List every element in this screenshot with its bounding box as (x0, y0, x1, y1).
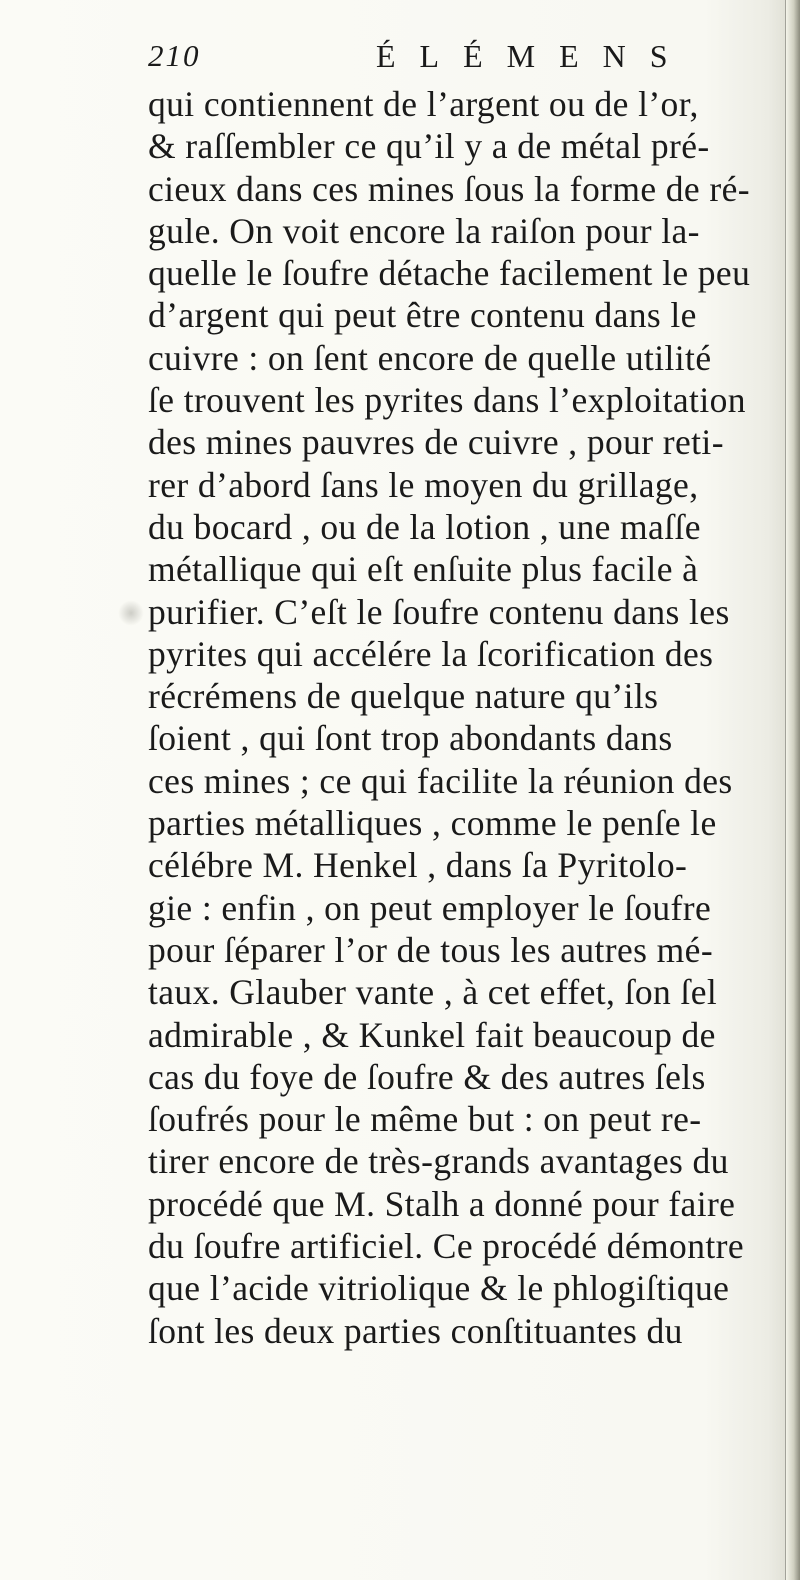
text-line: quelle le ſoufre détache facilement le peu (148, 253, 751, 294)
ink-smudge (118, 600, 144, 626)
running-title: ÉLÉMENS (376, 38, 692, 74)
text-line: parties métalliques , comme le penſe le (148, 803, 717, 844)
text-line: ſont les deux parties conſtituantes du (148, 1310, 683, 1351)
text-line: gule. On voit encore la raiſon pour la- (148, 210, 700, 251)
text-line: pour ſéparer l’or de tous les autres mé- (148, 929, 714, 970)
text-line: d’argent qui peut être contenu dans le (148, 295, 697, 336)
text-line: des mines pauvres de cuivre , pour reti- (148, 422, 724, 463)
text-line: & raſſembler ce qu’il y a de métal pré- (148, 126, 710, 167)
text-line: récrémens de quelque nature qu’ils (148, 676, 659, 717)
text-line: célébre M. Henkel , dans ſa Pyritolo- (148, 845, 688, 886)
text-line: ſoufrés pour le même but : on peut re- (148, 1099, 702, 1140)
body-text (148, 83, 768, 1352)
text-line: qui contiennent de l’argent ou de l’or, (148, 84, 699, 124)
text-line: métallique qui eſt enſuite plus facile à (148, 549, 699, 590)
text-line: du ſoufre artificiel. Ce procédé démontre (148, 1226, 744, 1267)
page-number: 210 (148, 38, 201, 73)
text-line: du bocard , ou de la lotion , une maſſe (148, 506, 701, 547)
text-line: admirable , & Kunkel fait beaucoup de (148, 1014, 716, 1055)
text-line: tirer encore de très-grands avantages du (148, 1141, 729, 1182)
page-header (148, 38, 748, 82)
text-line: ſe trouvent les pyrites dans l’exploitation (148, 380, 746, 421)
page-edge-shadow (786, 0, 800, 1580)
text-line: gie : enfin , on peut employer le ſoufre (148, 887, 712, 928)
text-line: pyrites qui accélére la ſcorification des (148, 633, 714, 674)
text-line: que l’acide vitriolique & le phlogiſtique (148, 1268, 730, 1309)
text-line: cas du foye de ſoufre & des autres ſels (148, 1056, 706, 1097)
text-line: rer d’abord ſans le moyen du grillage, (148, 464, 699, 505)
text-line: purifier. C’eſt le ſoufre contenu dans les (148, 591, 730, 632)
text-line: ces mines ; ce qui facilite la réunion des (148, 760, 733, 801)
text-line: taux. Glauber vante , à cet effet, ſon ſel (148, 972, 718, 1013)
text-line: cuivre : on ſent encore de quelle utilité (148, 337, 712, 378)
text-line: cieux dans ces mines ſous la forme de ré- (148, 168, 750, 209)
text-line: ſoient , qui ſont trop abondants dans (148, 718, 673, 759)
text-line: procédé que M. Stalh a donné pour faire (148, 1183, 736, 1224)
